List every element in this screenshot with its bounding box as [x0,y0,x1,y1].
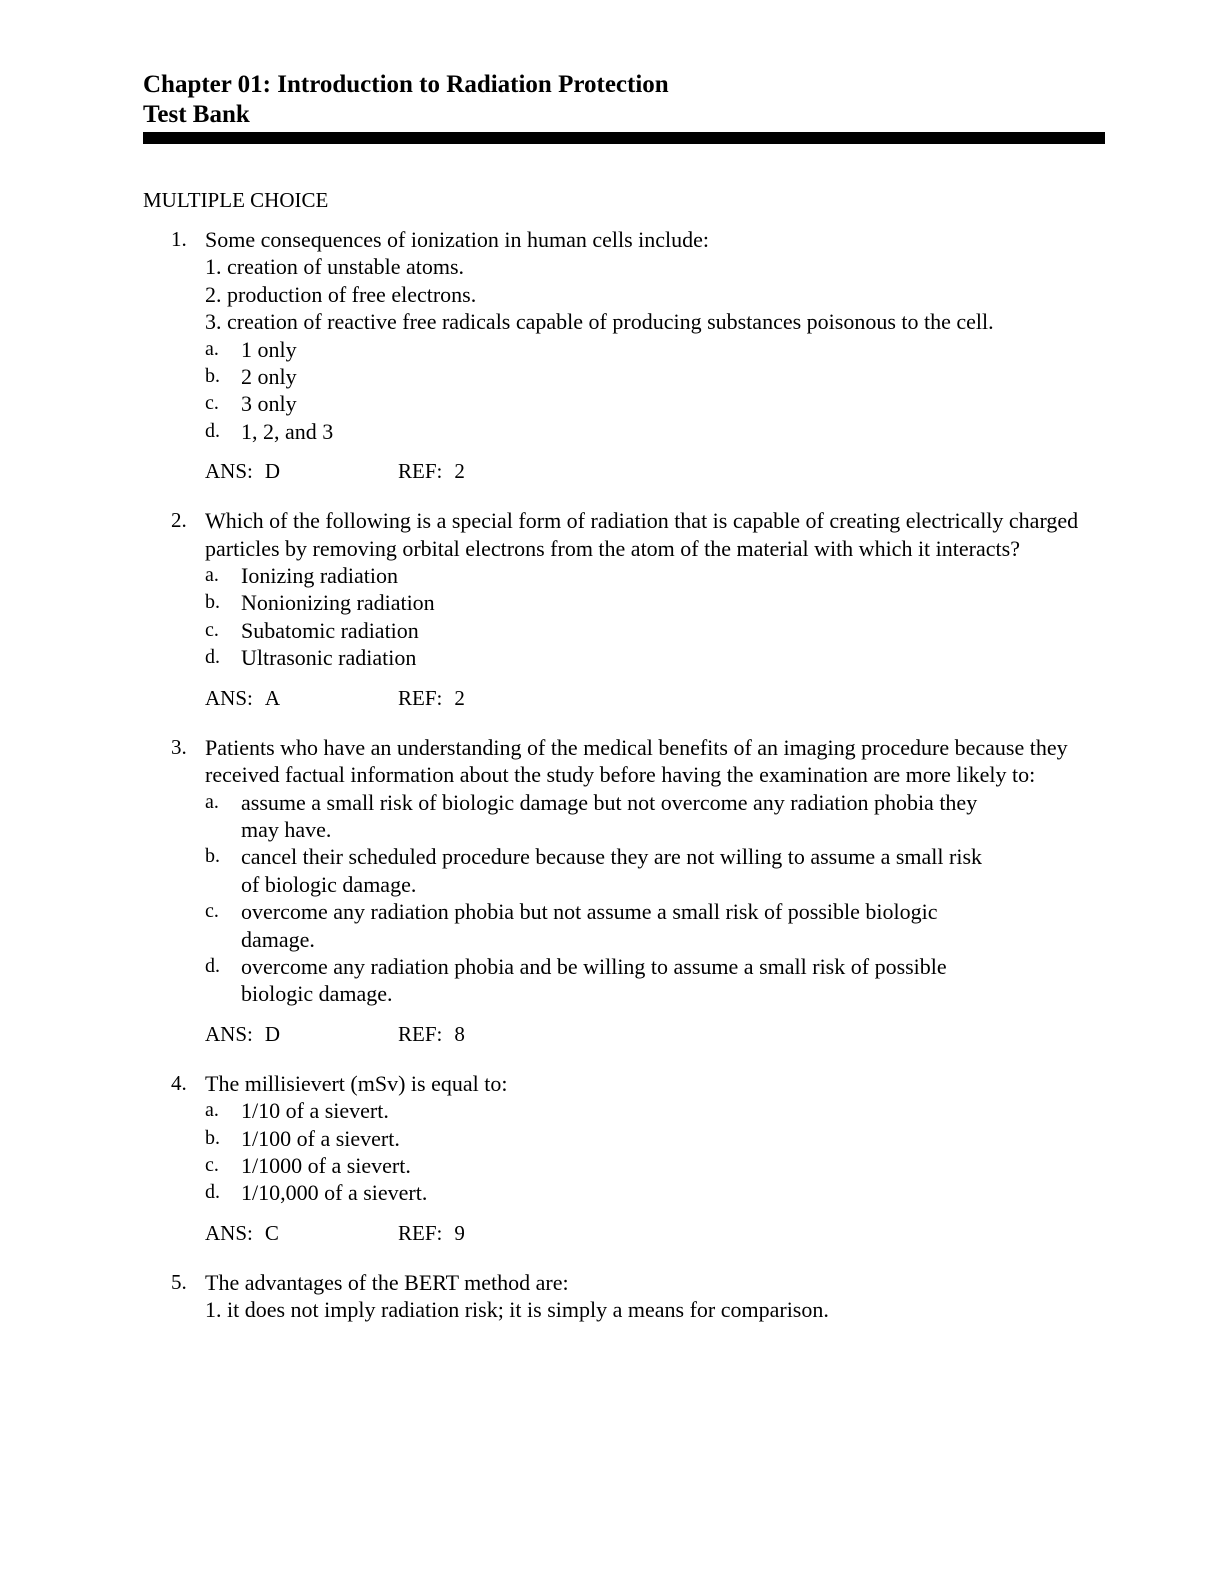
ref-label: REF: [398,459,443,484]
option-text: 1/10 of a sievert. [241,1098,389,1124]
option-letter: a. [205,1099,219,1122]
answer-options [205,336,1105,446]
answer-row [205,1221,1105,1245]
answer-value: D [264,1021,281,1046]
option-text: 1/10,000 of a sievert. [241,1180,428,1206]
premise: 1. creation of unstable atoms. [205,254,465,280]
option-text: Ionizing radiation [241,563,399,589]
question-stem: Some consequences of ionization in human cells include: [205,227,710,252]
option-b [205,363,1105,390]
option-d [205,644,1105,671]
option-letter: b. [205,845,220,868]
ref-label: REF: [398,1220,443,1245]
ref-label: REF: [398,685,443,710]
question-5 [143,1269,1105,1324]
option-b [205,1125,1105,1152]
ans-label: ANS: [205,1021,253,1046]
option-letter: c. [205,900,219,923]
option-text: 3 only [241,391,297,417]
test-bank-subtitle: Test Bank [143,101,250,128]
question-stem: Patients who have an understanding of the medical benefits of an imaging procedure because they received factual information about the study before having the examination are more likely to: [205,734,1068,788]
answer-row [205,1022,1105,1046]
option-letter: c. [205,618,219,641]
option-letter: a. [205,790,219,813]
document-page [143,70,1105,1348]
option-letter: a. [205,564,219,587]
question-stem: The millisievert (mSv) is equal to: [205,1070,508,1096]
option-letter: d. [205,646,220,669]
option-letter: c. [205,1153,219,1176]
ans-label: ANS: [205,1220,253,1245]
option-text: 1/100 of a sievert. [241,1125,400,1151]
option-a [205,789,1005,844]
premise: 1. it does not imply radiation risk; it is simply a means for comparison. [205,1297,829,1323]
option-letter: b. [205,591,220,614]
option-letter: a. [205,337,219,360]
option-d [205,418,1105,445]
answer-options [205,789,1005,1008]
option-letter: b. [205,365,220,388]
answer-options [205,562,1105,672]
question-3 [143,734,1105,1046]
option-text: Ultrasonic radiation [241,645,417,671]
answer-value: A [264,685,281,710]
question-number: 2. [171,508,187,533]
ref-value: 2 [454,459,465,484]
option-text: assume a small risk of biologic damage but not overcome any radiation phobia they may have. [241,789,978,842]
option-text: 1 only [241,336,297,362]
question-list [143,226,1105,1324]
option-text: 2 only [241,364,297,390]
option-text: Subatomic radiation [241,617,419,643]
option-d [205,953,1005,1008]
title-rule [143,132,1105,144]
question-stem: Which of the following is a special form of radiation that is capable of creating electrically charged particles by removing orbital electrons from the atom of the material with which it interacts? [205,508,1079,561]
question-number: 1. [171,227,187,251]
option-b [205,843,1005,898]
option-letter: d. [205,419,220,442]
option-text: overcome any radiation phobia but not assume a small risk of possible biologic damage. [241,899,938,952]
option-letter: d. [205,954,220,977]
option-a [205,336,1105,363]
section-heading: MULTIPLE CHOICE [143,188,329,212]
option-d [205,1179,1105,1206]
ans-label: ANS: [205,459,253,484]
question-number: 4. [171,1070,187,1095]
premise: 3. creation of reactive free radicals capable of producing substances poisonous to the cell. [205,309,994,335]
answer-row [205,686,1105,710]
chapter-title: Chapter 01: Introduction to Radiation Protection [143,71,669,98]
option-text: 1, 2, and 3 [241,418,334,444]
ref-value: 8 [454,1021,465,1046]
option-text: Nonionizing radiation [241,590,435,616]
question-4 [143,1070,1105,1245]
question-stem: The advantages of the BERT method are: [205,1269,569,1295]
answer-options [205,1097,1105,1207]
ref-value: 9 [454,1220,465,1245]
option-a [205,562,1105,589]
ref-label: REF: [398,1021,443,1046]
question-2 [143,507,1105,709]
ref-value: 2 [454,685,465,710]
premise: 2. production of free electrons. [205,281,477,307]
option-c [205,1152,1105,1179]
option-c [205,617,1105,644]
option-letter: b. [205,1126,220,1149]
option-text: 1/1000 of a sievert. [241,1152,411,1178]
option-c [205,390,1105,417]
option-letter: c. [205,392,219,415]
option-text: cancel their scheduled procedure because they are not willing to assume a small risk of biologic damage. [241,844,983,897]
ans-label: ANS: [205,685,253,710]
question-number: 3. [171,734,187,759]
option-letter: d. [205,1181,220,1204]
question-1 [143,226,1105,483]
answer-row [205,459,1105,483]
question-number: 5. [171,1269,187,1294]
option-b [205,589,1105,616]
answer-value: D [264,459,281,484]
answer-value: C [264,1220,279,1245]
option-text: overcome any radiation phobia and be willing to assume a small risk of possible biologic damage. [241,953,947,1007]
option-a [205,1097,1105,1124]
option-c [205,898,1005,953]
